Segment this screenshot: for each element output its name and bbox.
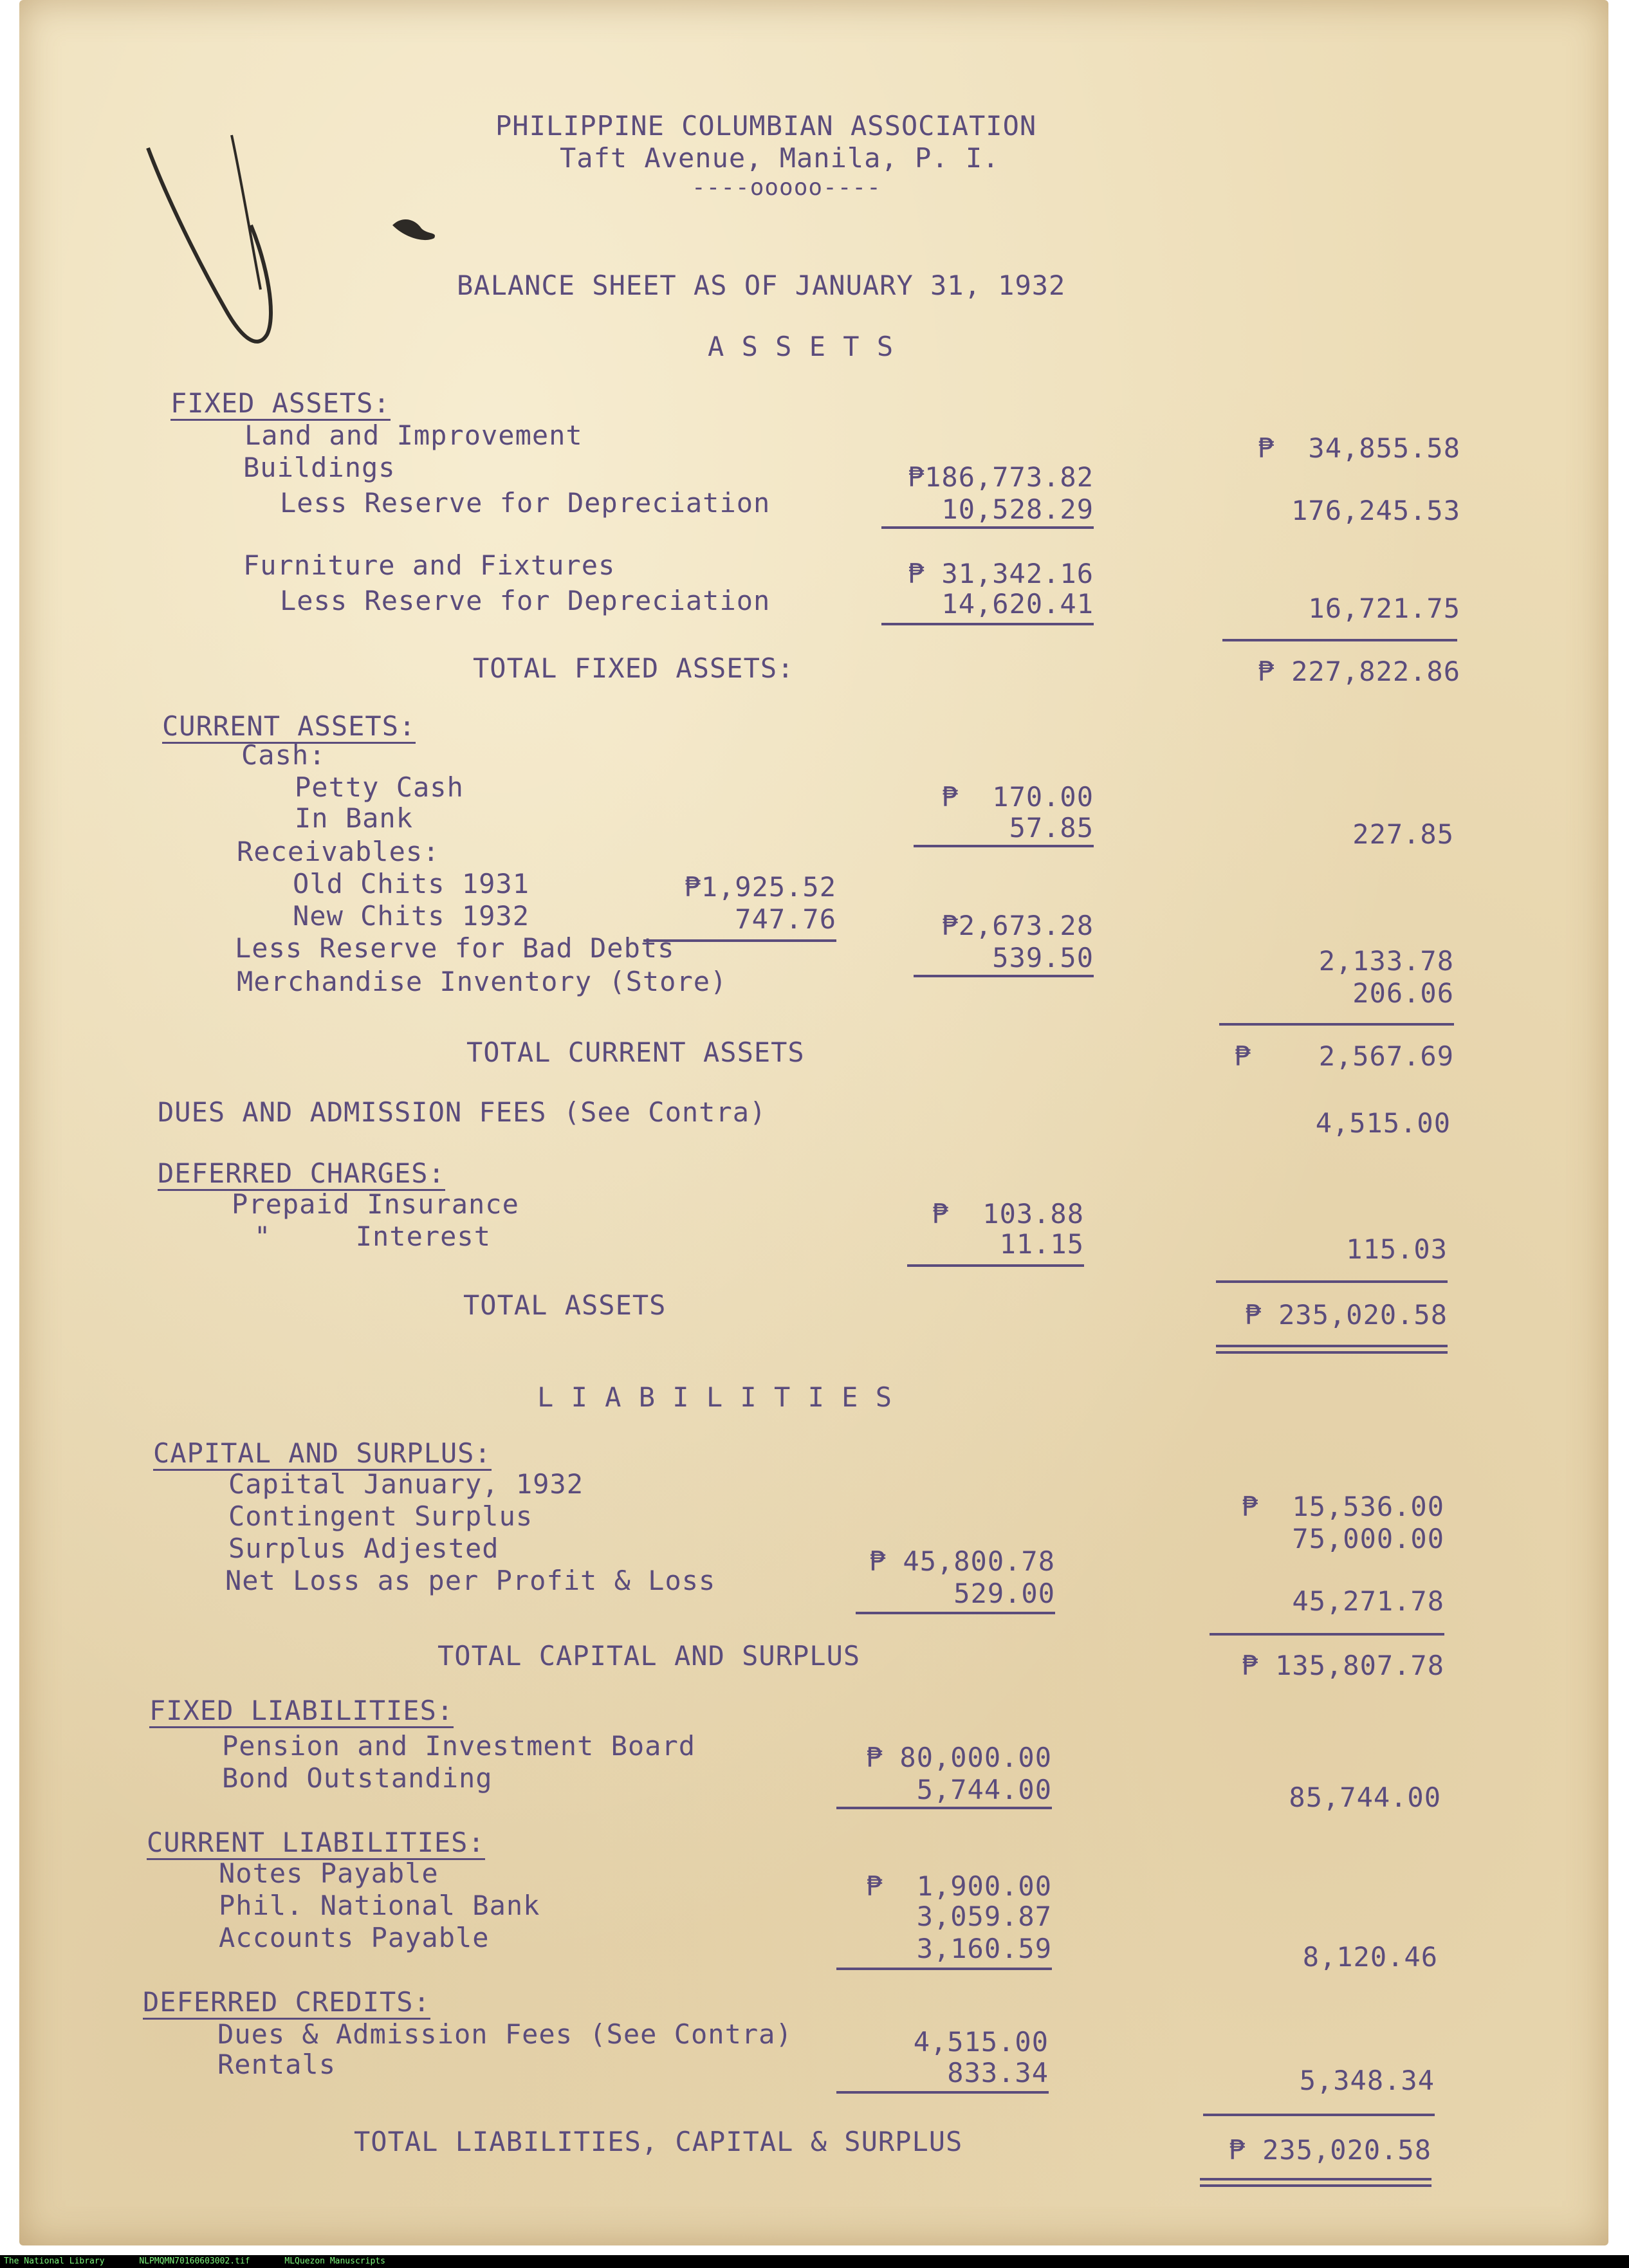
header-divider: ----ooooo---- bbox=[692, 174, 881, 201]
pnb-label: Phil. National Bank bbox=[219, 1890, 540, 1921]
page-title: BALANCE SHEET AS OF JANUARY 31, 1932 bbox=[457, 270, 1066, 301]
double-underline bbox=[1216, 1345, 1448, 1354]
receivables-net: 2,133.78 bbox=[1318, 945, 1454, 977]
underline bbox=[1203, 2114, 1435, 2116]
furniture-label: Furniture and Fixtures bbox=[243, 549, 616, 581]
dues-amount: 4,515.00 bbox=[1315, 1107, 1451, 1139]
net-loss-amount: 529.00 bbox=[953, 1578, 1055, 1609]
underline bbox=[856, 1612, 1055, 1614]
fixed-assets-label: FIXED ASSETS: bbox=[170, 388, 391, 421]
archive-footer bbox=[0, 2255, 1629, 2268]
bad-debts-amount: 539.50 bbox=[992, 942, 1094, 973]
current-liabilities-total: 8,120.46 bbox=[1302, 1941, 1438, 1973]
land-total: ₱ 34,855.58 bbox=[1257, 432, 1460, 464]
net-loss-label: Net Loss as per Profit & Loss bbox=[225, 1565, 716, 1596]
total-fixed-assets-label: TOTAL FIXED ASSETS: bbox=[473, 652, 795, 684]
notes-payable-amount: ₱ 1,900.00 bbox=[865, 1870, 1052, 1902]
cash-label: Cash: bbox=[241, 739, 326, 771]
new-chits-label: New Chits 1932 bbox=[293, 900, 530, 932]
dues-label: DUES AND ADMISSION FEES (See Contra) bbox=[158, 1096, 767, 1128]
footer-collection: MLQuezon Manuscripts bbox=[284, 2256, 385, 2266]
bad-debts-label: Less Reserve for Bad Debts bbox=[235, 932, 675, 964]
double-underline bbox=[1200, 2178, 1431, 2187]
total-liabilities: ₱ 235,020.58 bbox=[1228, 2134, 1431, 2166]
interest-amount: 11.15 bbox=[999, 1228, 1084, 1260]
underline bbox=[836, 2091, 1049, 2094]
contingent-surplus-label: Contingent Surplus bbox=[228, 1500, 533, 1532]
buildings-label: Buildings bbox=[243, 452, 396, 483]
address: Taft Avenue, Manila, P. I. bbox=[560, 142, 1000, 174]
underline bbox=[836, 1807, 1052, 1809]
assets-heading: A S S E T S bbox=[708, 331, 894, 362]
inventory-amount: 206.06 bbox=[1352, 977, 1454, 1009]
current-liabilities-label: CURRENT LIABILITIES: bbox=[147, 1827, 485, 1860]
pnb-amount: 3,059.87 bbox=[916, 1901, 1052, 1932]
underline bbox=[881, 526, 1094, 529]
underline bbox=[914, 845, 1094, 847]
current-assets-label: CURRENT ASSETS: bbox=[162, 711, 416, 744]
receivables-sum: ₱2,673.28 bbox=[941, 910, 1094, 941]
bld-net: 176,245.53 bbox=[1291, 495, 1460, 526]
furn-reserve-label: Less Reserve for Depreciation bbox=[280, 585, 771, 616]
bld-reserve-label: Less Reserve for Depreciation bbox=[280, 487, 771, 519]
dues-admission-label: Dues & Admission Fees (See Contra) bbox=[217, 2018, 793, 2050]
bond-outstanding-amount: 5,744.00 bbox=[916, 1774, 1052, 1805]
land-label: Land and Improvement bbox=[244, 419, 583, 451]
footer-library: The National Library bbox=[4, 2256, 105, 2266]
inventory-label: Merchandise Inventory (Store) bbox=[237, 966, 728, 997]
prepaid-insurance-amount: ₱ 103.88 bbox=[932, 1198, 1084, 1230]
deferred-charges-total: 115.03 bbox=[1346, 1233, 1448, 1265]
total-current-assets: ₱ 2,567.69 bbox=[1234, 1040, 1454, 1072]
furn-net: 16,721.75 bbox=[1308, 593, 1460, 624]
accounts-payable-amount: 3,160.59 bbox=[916, 1933, 1052, 1964]
capital-january-amount: ₱ 15,536.00 bbox=[1241, 1491, 1444, 1522]
notes-payable-label: Notes Payable bbox=[219, 1858, 439, 1889]
underline bbox=[1216, 1280, 1448, 1283]
in-bank-label: In Bank bbox=[295, 802, 414, 834]
deferred-credits-label: DEFERRED CREDITS: bbox=[143, 1987, 430, 2020]
underline bbox=[1210, 1633, 1444, 1636]
contingent-surplus-amount: 75,000.00 bbox=[1292, 1523, 1444, 1554]
total-fixed-assets: ₱ 227,822.86 bbox=[1257, 656, 1460, 687]
capital-january-label: Capital January, 1932 bbox=[228, 1468, 584, 1500]
cash-total: 227.85 bbox=[1352, 818, 1454, 850]
org-name: PHILIPPINE COLUMBIAN ASSOCIATION bbox=[495, 110, 1037, 142]
buildings-amount: ₱186,773.82 bbox=[907, 461, 1094, 493]
in-bank-amount: 57.85 bbox=[1009, 812, 1094, 844]
dues-admission-amount: 4,515.00 bbox=[913, 2026, 1049, 2058]
total-assets: ₱ 235,020.58 bbox=[1244, 1299, 1448, 1331]
underline bbox=[914, 975, 1094, 977]
total-current-assets-label: TOTAL CURRENT ASSETS bbox=[466, 1037, 805, 1068]
prepaid-insurance-label: Prepaid Insurance bbox=[232, 1188, 519, 1220]
furniture-amount: ₱ 31,342.16 bbox=[907, 558, 1094, 589]
underline bbox=[907, 1264, 1084, 1267]
deferred-credits-total: 5,348.34 bbox=[1299, 2065, 1435, 2096]
old-chits-label: Old Chits 1931 bbox=[293, 868, 530, 899]
surplus-net: 45,271.78 bbox=[1292, 1585, 1444, 1617]
ink-blot bbox=[386, 212, 444, 244]
pension-label: Pension and Investment Board bbox=[222, 1730, 696, 1762]
capital-surplus-label: CAPITAL AND SURPLUS: bbox=[153, 1438, 492, 1471]
rentals-label: Rentals bbox=[217, 2049, 336, 2080]
liabilities-heading: L I A B I L I T I E S bbox=[537, 1381, 893, 1413]
rentals-amount: 833.34 bbox=[947, 2057, 1049, 2088]
petty-cash-label: Petty Cash bbox=[295, 771, 464, 803]
new-chits-amount: 747.76 bbox=[735, 903, 836, 935]
petty-cash-amount: ₱ 170.00 bbox=[941, 781, 1094, 813]
receivables-label: Receivables: bbox=[237, 836, 440, 867]
underline bbox=[881, 623, 1094, 625]
total-assets-label: TOTAL ASSETS bbox=[463, 1289, 667, 1321]
fixed-liabilities-label: FIXED LIABILITIES: bbox=[149, 1695, 454, 1728]
deferred-charges-label: DEFERRED CHARGES: bbox=[158, 1158, 445, 1191]
surplus-adjusted-label: Surplus Adjested bbox=[228, 1533, 499, 1564]
footer-file: NLPMQMN70160603002.tif bbox=[139, 2256, 250, 2266]
total-liabilities-label: TOTAL LIABILITIES, CAPITAL & SURPLUS bbox=[354, 2126, 963, 2157]
bld-reserve-amount: 10,528.29 bbox=[941, 493, 1094, 525]
fixed-liabilities-total: 85,744.00 bbox=[1289, 1782, 1441, 1813]
bond-outstanding-label: Bond Outstanding bbox=[222, 1762, 493, 1794]
interest-label: " Interest bbox=[254, 1221, 492, 1252]
underline bbox=[836, 1968, 1052, 1970]
underline bbox=[1219, 1023, 1454, 1026]
underline bbox=[1222, 639, 1457, 641]
pension-amount: ₱ 80,000.00 bbox=[865, 1742, 1052, 1773]
total-capital-surplus: ₱ 135,807.78 bbox=[1241, 1650, 1444, 1681]
accounts-payable-label: Accounts Payable bbox=[219, 1922, 490, 1953]
furn-reserve-amount: 14,620.41 bbox=[941, 588, 1094, 620]
pencil-mark bbox=[129, 97, 296, 367]
total-capital-surplus-label: TOTAL CAPITAL AND SURPLUS bbox=[437, 1640, 861, 1672]
surplus-adjusted-amount: ₱ 45,800.78 bbox=[869, 1545, 1055, 1577]
old-chits-amount: ₱1,925.52 bbox=[684, 871, 836, 903]
